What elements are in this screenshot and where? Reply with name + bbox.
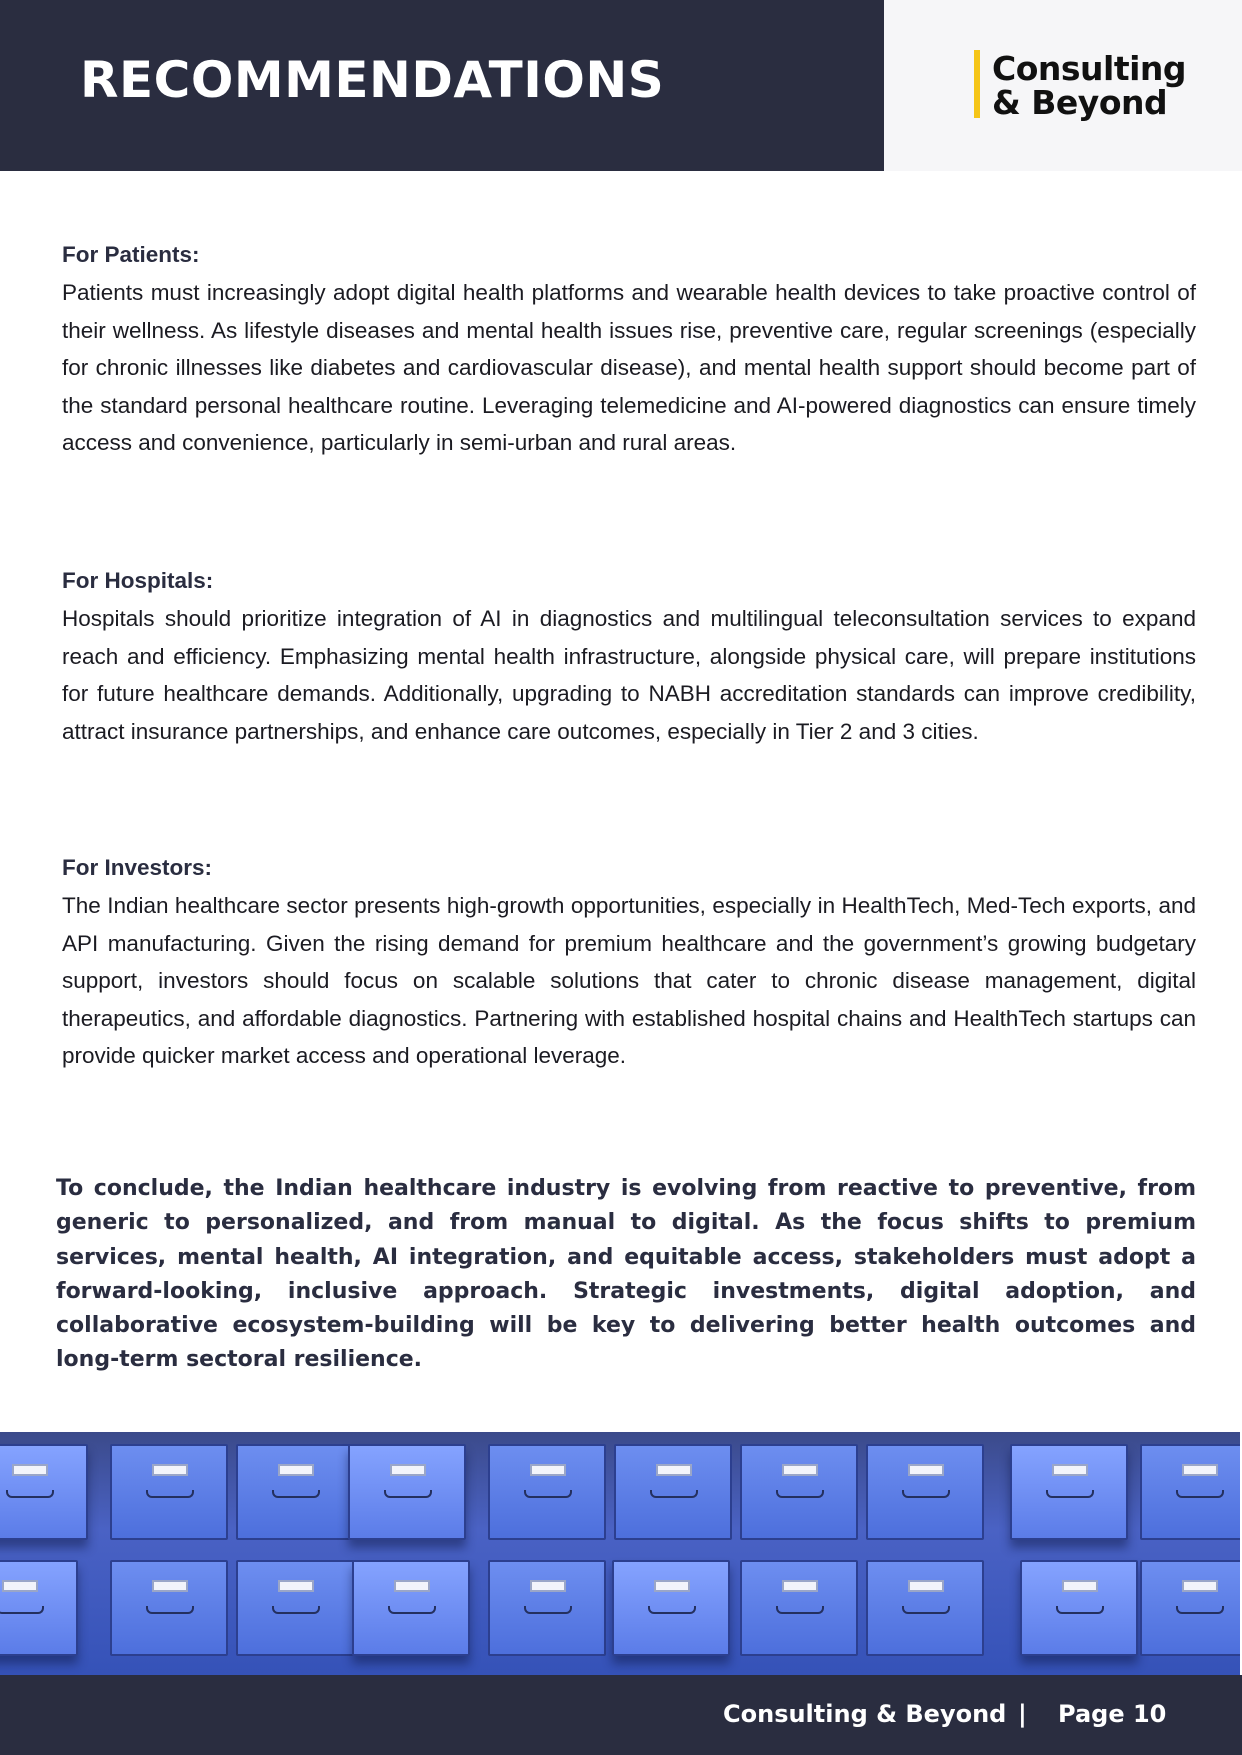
drawer [488,1444,606,1540]
page-title: RECOMMENDATIONS [80,51,665,109]
drawer [236,1560,354,1656]
section-patients [62,236,1196,462]
drawer [110,1560,228,1656]
logo-accent-bar [974,50,980,118]
drawer [0,1444,88,1540]
drawer [1140,1444,1240,1540]
conclusion-paragraph: To conclude, the Indian healthcare industry is evolving from reactive to preventive, from generic to personalized, and from manual to digital. As the focus shifts to premium services, mental health, AI integration, and equitable access, stakeholders must adopt a forward-looking, inclusive approach. Strategic investments, digital adoption, and collaborative ecosystem-building will be key to delivering better health outcomes and long-term sectoral resilience. [56,1176,1196,1373]
section-hospitals [62,562,1196,750]
drawer [110,1444,228,1540]
footer-separator: | [1018,1700,1027,1728]
section-investors [62,849,1196,1075]
logo-line-1: Consulting [992,49,1187,88]
drawer [0,1560,78,1656]
section-body: The Indian healthcare sector presents high-growth opportunities, especially in HealthTech, Med-Tech exports, and API manufacturing. Given the rising demand for premium healthcare and the government’s growing budgetary support, investors should focus on scalable solutions that cater to chronic disease management, digital therapeutics, and affordable diagnostics. Partnering with established hospital chains and HealthTech startups can provide quicker market access and operational leverage. [62,893,1196,1069]
section-heading: For Patients: [62,242,200,267]
drawer [348,1444,466,1540]
drawer [1020,1560,1138,1656]
drawer-row [0,1552,1240,1664]
header-band [0,0,884,171]
drawer [612,1560,730,1656]
filing-cabinet-image [0,1432,1240,1675]
section-body: Hospitals should prioritize integration of AI in diagnostics and multilingual teleconsultation services to expand reach and efficiency. Emphasizing mental health infrastructure, alongside physical care, will prepare institutions for future healthcare demands. Additionally, upgrading to NABH accreditation standards can improve credibility, attract insurance partnerships, and enhance care outcomes, especially in Tier 2 and 3 cities. [62,606,1196,744]
drawer [866,1560,984,1656]
footer-brand: Consulting & Beyond [723,1700,1007,1728]
drawer [352,1560,470,1656]
drawer [866,1444,984,1540]
drawer [236,1444,354,1540]
drawer-row [0,1436,1240,1548]
logo-line-2: & Beyond [992,83,1168,122]
section-body: Patients must increasingly adopt digital health platforms and wearable health devices to take proactive control of their wellness. As lifestyle diseases and mental health issues rise, preventive care, regular screenings (especially for chronic illnesses like diabetes and cardiovascular disease), and mental health support should become part of the standard personal healthcare routine. Leveraging telemedicine and AI-powered diagnostics can ensure timely access and convenience, particularly in semi-urban and rural areas. [62,280,1196,456]
logo-panel [884,0,1242,171]
drawer [488,1560,606,1656]
page-number: Page 10 [1058,1700,1167,1728]
drawer [740,1444,858,1540]
drawer [1010,1444,1128,1540]
section-heading: For Investors: [62,855,213,880]
company-logo [992,49,1187,122]
footer [0,1675,1242,1755]
drawer [614,1444,732,1540]
drawer [1140,1560,1240,1656]
section-heading: For Hospitals: [62,568,214,593]
drawer [740,1560,858,1656]
